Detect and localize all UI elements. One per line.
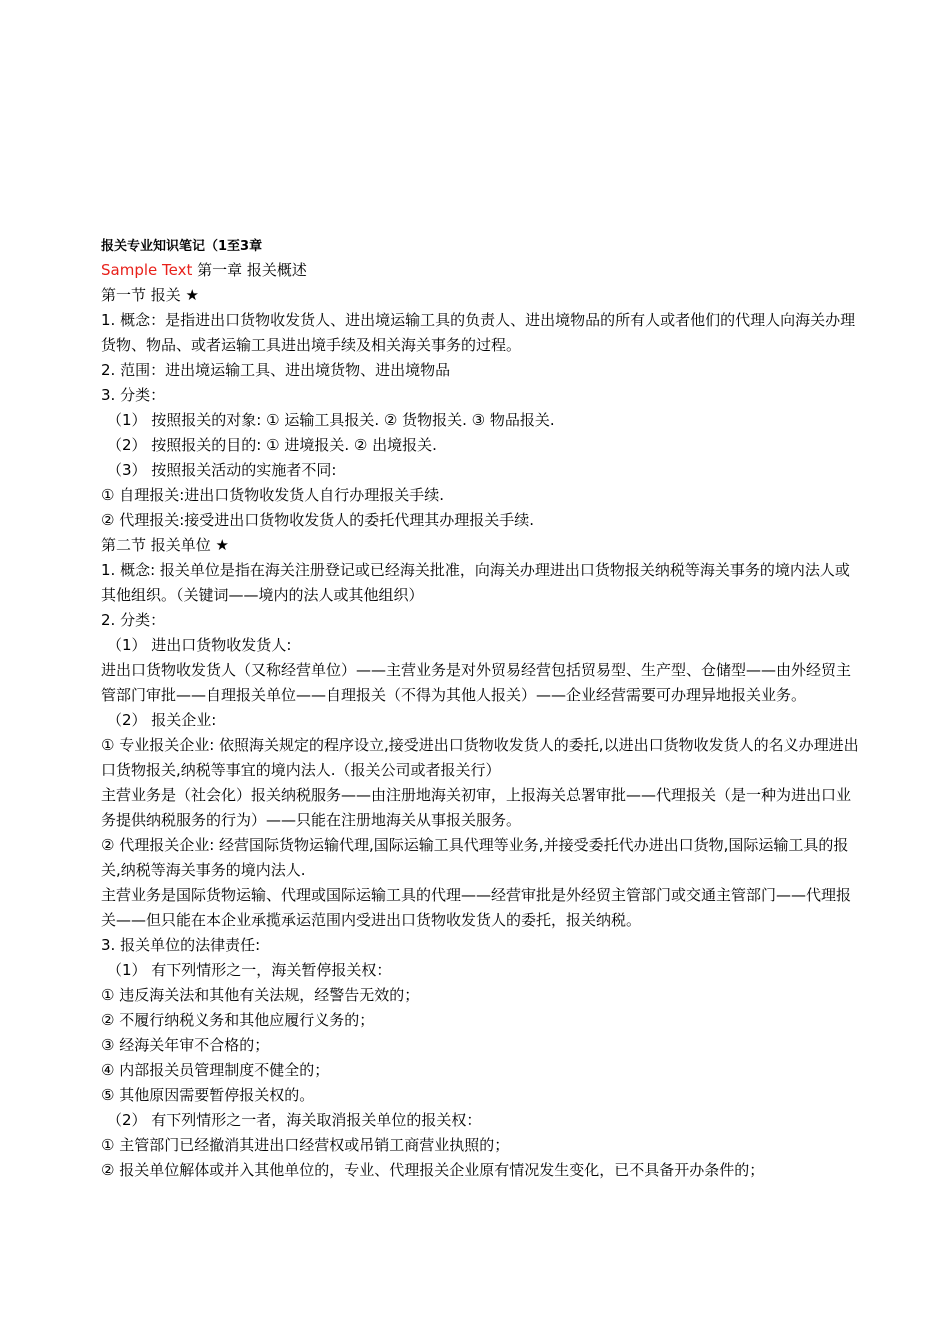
body-line: ① 违反海关法和其他有关法规，经警告无效的； (101, 986, 420, 1004)
document-page (101, 236, 863, 1183)
body-line: （2） 有下列情形之一者，海关取消报关单位的报关权： (107, 1111, 482, 1129)
chapter-title: 第一章 报关概述 (192, 261, 307, 279)
body-line: ② 报关单位解体或并入其他单位的，专业、代理报关企业原有情况发生变化，已不具备开办条件的； (101, 1161, 765, 1179)
document-body (101, 283, 863, 1183)
body-line: 3. 分类： (101, 386, 166, 404)
body-paragraph: 主营业务是国际货物运输、代理或国际运输工具的代理——经营审批是外经贸主管部门或交通主管部门——代理报关——但只能在本企业承揽承运范围内受进出口货物收发货人的委托，报关纳税。 (101, 886, 852, 929)
body-line: （3） 按照报关活动的实施者不同: (107, 461, 337, 479)
body-paragraph: ① 专业报关企业: 依照海关规定的程序设立,接受进出口货物收发货人的委托,以进出口货物收发货人的名义办理进出口货物报关,纳税等事宜的境内法人.（报关公司或者报关行） (101, 736, 859, 779)
body-paragraph: 1. 概念: 报关单位是指在海关注册登记或已经海关批准，向海关办理进出口货物报关纳税等海关事务的境内法人或其他组织。（关键词——境内的法人或其他组织） (101, 561, 850, 604)
body-line: ① 主管部门已经撤消其进出口经营权或吊销工商营业执照的； (101, 1136, 510, 1154)
body-line: ⑤ 其他原因需要暂停报关权的。 (101, 1086, 315, 1104)
body-paragraph: 进出口货物收发货人（又称经营单位）——主营业务是对外贸易经营包括贸易型、生产型、仓储型——由外经贸主管部门审批——自理报关单位——自理报关（不得为其他人报关）——企业经营需要可办理异地报关业务。 (101, 661, 852, 704)
body-line: （2） 按照报关的目的: ① 进境报关. ② 出境报关. (107, 436, 437, 454)
body-line: 第二节 报关单位 ★ (101, 536, 229, 554)
body-line: 第一节 报关 ★ (101, 286, 199, 304)
sample-text-label: Sample Text (101, 261, 193, 279)
body-line: ① 自理报关:进出口货物收发货人自行办理报关手续. (101, 486, 445, 504)
body-paragraph: 主营业务是（社会化）报关纳税服务——由注册地海关初审，上报海关总署审批——代理报关（是一种为进出口业务提供纳税服务的行为）——只能在注册地海关从事报关服务。 (101, 786, 852, 829)
body-line: ② 代理报关:接受进出口货物收发货人的委托代理其办理报关手续. (101, 511, 535, 529)
body-line: （1） 按照报关的对象: ① 运输工具报关. ② 货物报关. ③ 物品报关. (107, 411, 555, 429)
body-line: 3. 报关单位的法律责任: (101, 936, 261, 954)
body-line: （2） 报关企业: (107, 711, 217, 729)
body-line: ④ 内部报关员管理制度不健全的； (101, 1061, 330, 1079)
body-line: （1） 进出口货物收发货人: (107, 636, 292, 654)
body-paragraph: ② 代理报关企业: 经营国际货物运输代理,国际运输工具代理等业务,并接受委托代办进出口货物,国际运输工具的报关,纳税等海关事务的境内法人. (101, 836, 849, 879)
body-paragraph: 1. 概念：是指进出口货物收发货人、进出境运输工具的负责人、进出境物品的所有人或者他们的代理人向海关办理货物、物品、或者运输工具进出境手续及相关海关事务的过程。 (101, 311, 856, 354)
body-line: 2. 范围：进出境运输工具、进出境货物、进出境物品 (101, 361, 451, 379)
body-line: （1） 有下列情形之一，海关暂停报关权： (107, 961, 392, 979)
chapter-heading (101, 258, 863, 283)
body-line: ③ 经海关年审不合格的； (101, 1036, 270, 1054)
document-title: 报关专业知识笔记（1至3章 (101, 239, 263, 254)
body-line: 2. 分类： (101, 611, 166, 629)
body-line: ② 不履行纳税义务和其他应履行义务的； (101, 1011, 375, 1029)
